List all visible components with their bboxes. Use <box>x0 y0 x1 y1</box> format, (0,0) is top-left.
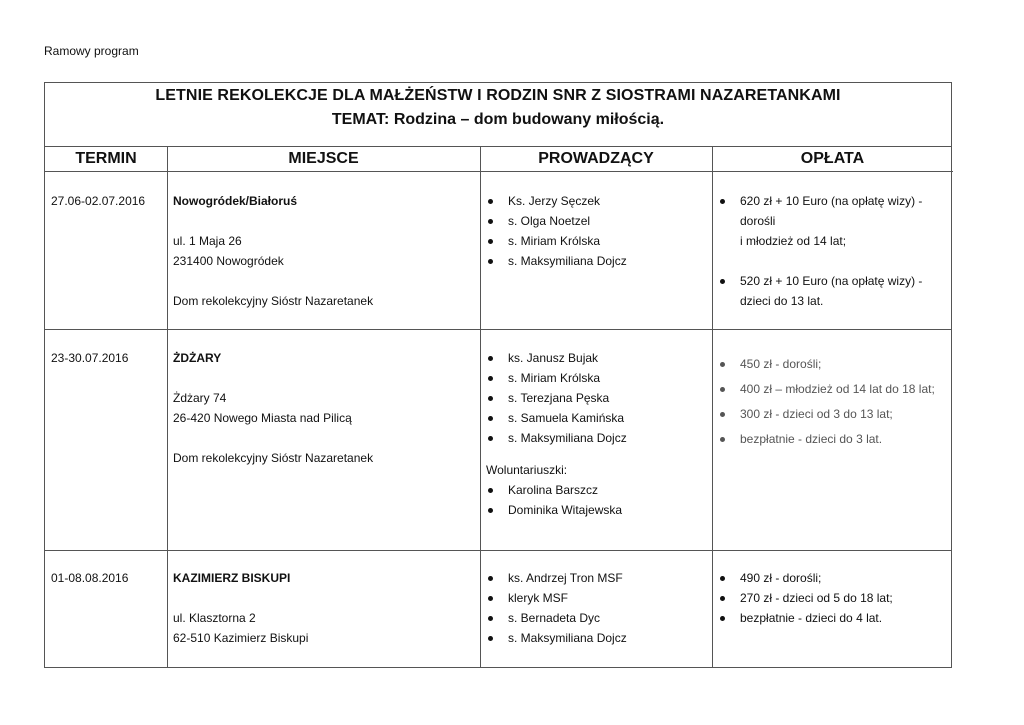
column-divider <box>480 146 481 667</box>
bullet-icon <box>488 616 493 621</box>
bullet-icon <box>488 219 493 224</box>
list-item: 490 zł - dorośli; <box>718 568 948 588</box>
table-title-block <box>45 83 951 147</box>
list-item: s. Samuela Kamińska <box>486 408 708 428</box>
list-item: bezpłatnie - dzieci do 3 lat. <box>718 427 948 452</box>
list-item: Ks. Jerzy Sęczek <box>486 191 708 211</box>
list-item: kleryk MSF <box>486 588 708 608</box>
bullet-icon <box>488 199 493 204</box>
list-item: 520 zł + 10 Euro (na opłatę wizy) - dzieci do 13 lat. <box>718 271 948 311</box>
bullet-icon <box>488 436 493 441</box>
column-header-miejsce: MIEJSCE <box>167 146 480 172</box>
bullet-icon <box>488 396 493 401</box>
bullet-icon <box>720 616 725 621</box>
list-item: s. Maksymiliana Dojcz <box>486 251 708 271</box>
row-divider <box>45 329 951 330</box>
row3-termin: 01-08.08.2016 <box>51 571 129 585</box>
place-house: Dom rekolekcyjny Sióstr Nazaretanek <box>173 294 374 308</box>
list-item: s. Maksymiliana Dojcz <box>486 428 708 448</box>
place-address-street: ul. 1 Maja 26 <box>173 234 242 248</box>
bullet-icon <box>488 356 493 361</box>
list-item: 300 zł - dzieci od 3 do 13 lat; <box>718 402 948 427</box>
column-divider <box>712 146 713 667</box>
column-divider <box>167 146 168 667</box>
header-note: Ramowy program <box>44 44 139 58</box>
bullet-icon <box>720 576 725 581</box>
list-item: bezpłatnie - dzieci do 4 lat. <box>718 608 948 628</box>
list-item: ks. Andrzej Tron MSF <box>486 568 708 588</box>
row1-miejsce <box>173 191 473 311</box>
list-item: s. Olga Noetzel <box>486 211 708 231</box>
row1-oplata <box>718 191 948 311</box>
place-address-city: 26-420 Nowego Miasta nad Pilicą <box>173 411 352 425</box>
bullet-icon <box>488 488 493 493</box>
row3-oplata <box>718 568 948 628</box>
bullet-icon <box>488 596 493 601</box>
place-name: Nowogródek/Białoruś <box>173 194 298 208</box>
row-divider <box>45 550 951 551</box>
column-header-termin: TERMIN <box>45 146 167 172</box>
bullet-icon <box>488 259 493 264</box>
row1-termin: 27.06-02.07.2016 <box>51 194 146 208</box>
list-item: s. Bernadeta Dyc <box>486 608 708 628</box>
place-address-street: ul. Klasztorna 2 <box>173 611 256 625</box>
list-item: 400 zł – młodzież od 14 lat do 18 lat; <box>718 377 948 402</box>
bullet-icon <box>488 416 493 421</box>
list-item: s. Maksymiliana Dojcz <box>486 628 708 648</box>
row3-prowadzacy <box>486 568 708 648</box>
table-title: LETNIE REKOLEKCJE DLA MAŁŻEŃSTW I RODZIN SNR Z SIOSTRAMI NAZARETANKAMI <box>155 87 841 104</box>
row2-oplata <box>718 352 948 452</box>
place-house: Dom rekolekcyjny Sióstr Nazaretanek <box>173 451 374 465</box>
bullet-icon <box>488 376 493 381</box>
bullet-icon <box>720 596 725 601</box>
list-item: s. Miriam Królska <box>486 231 708 251</box>
program-table <box>44 82 952 668</box>
bullet-icon <box>720 387 725 392</box>
bullet-icon <box>720 362 725 367</box>
bullet-icon <box>720 437 725 442</box>
row2-prowadzacy <box>486 348 708 520</box>
list-item: Dominika Witajewska <box>486 500 708 520</box>
row1-prowadzacy <box>486 191 708 271</box>
bullet-icon <box>720 412 725 417</box>
bullet-icon <box>488 239 493 244</box>
list-item: 620 zł + 10 Euro (na opłatę wizy) - dorośli i młodzież od 14 lat; <box>718 191 948 251</box>
list-item: Karolina Barszcz <box>486 480 708 500</box>
place-name: ŻDŻARY <box>173 351 222 365</box>
bullet-icon <box>488 508 493 513</box>
bullet-icon <box>720 279 725 284</box>
place-address-city: 231400 Nowogródek <box>173 254 284 268</box>
table-subtitle: TEMAT: Rodzina – dom budowany miłością. <box>331 111 665 128</box>
volunteers-label: Woluntariuszki: <box>486 463 568 477</box>
bullet-icon <box>488 636 493 641</box>
column-header-oplata: OPŁATA <box>712 146 953 172</box>
bullet-icon <box>720 199 725 204</box>
place-name: KAZIMIERZ BISKUPI <box>173 571 291 585</box>
row2-termin: 23-30.07.2016 <box>51 351 129 365</box>
column-header-prowadzacy: PROWADZĄCY <box>480 146 712 172</box>
place-address-street: Żdżary 74 <box>173 391 227 405</box>
bullet-icon <box>488 576 493 581</box>
place-address-city: 62-510 Kazimierz Biskupi <box>173 631 309 645</box>
list-item: s. Miriam Królska <box>486 368 708 388</box>
list-item: 270 zł - dzieci od 5 do 18 lat; <box>718 588 948 608</box>
list-item: 450 zł - dorośli; <box>718 352 948 377</box>
row2-miejsce <box>173 348 473 468</box>
list-item: s. Terezjana Pęska <box>486 388 708 408</box>
row3-miejsce <box>173 568 473 648</box>
list-item: ks. Janusz Bujak <box>486 348 708 368</box>
